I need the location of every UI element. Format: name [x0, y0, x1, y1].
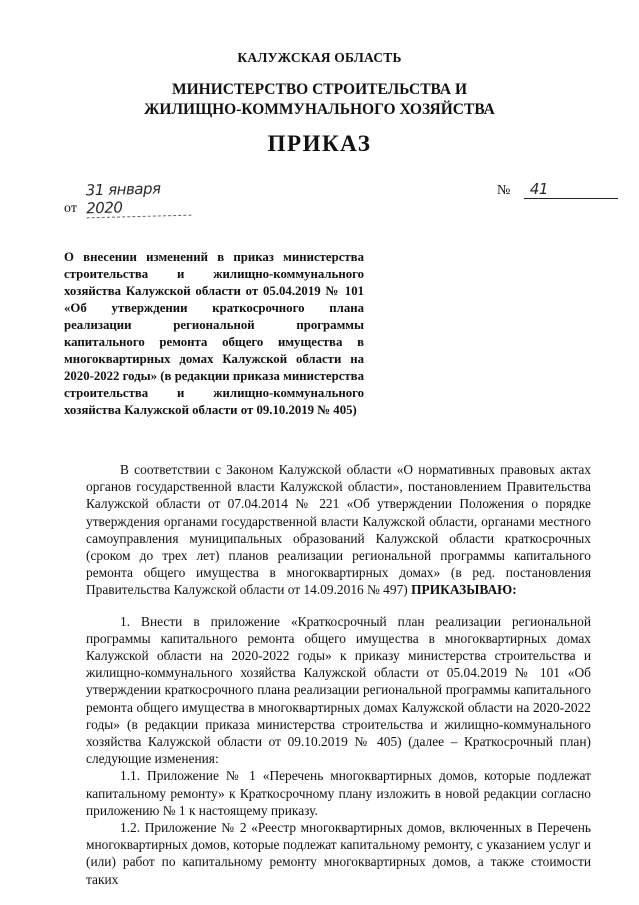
order-body [86, 461, 591, 888]
preamble-paragraph [86, 461, 591, 599]
item-1-2-paragraph: 1.2. Приложение № 2 «Реестр многоквартирных домов, включенных в Перечень многоквартирных домов, которые подлежат капитальному ремонту, с указанием услуг и (или) работ по капитальному ремонту многоквартирных домов, а также стоимости таких [86, 820, 591, 887]
item-1-1-paragraph: 1.1. Приложение № 1 «Перечень многоквартирных домов, которые подлежат капитальному ремонту» к Краткосрочному плану изложить в новой редакции согласно приложению № 1 к настоящему приказу. [86, 768, 591, 818]
order-subject: О внесении изменений в приказ министерства строительства и жилищно-коммунального хозяйства Калужской области от 05.04.2019 № 101 «Об утверждении краткосрочного плана реализации региональной программы капитального ремонта общего имущества в многоквартирных домах Калужской области на 2020-2022 годы» (в редакции приказа министерства строительства и жилищно-коммунального хозяйства Калужской области от 09.10.2019 № 405) [64, 250, 364, 417]
document-type-title: ПРИКАЗ [267, 131, 372, 156]
ministry-name [0, 80, 639, 120]
number-prefix: № [497, 183, 511, 198]
preamble-text: В соответствии с Законом Калужской области «О нормативных правовых актах органов государственной власти Калужской области», постановлением Правительства Калужской области от 07.04.2014 № 221 «Об утверждении Положения о порядке утверждения органами государственной власти Калужской области, органами местного самоуправления муниципальных образований Калужской области краткосрочных (сроком до трех лет) планов реализации региональной программы капитального ремонта общего имущества в многоквартирных домах» (в ред. постановления Правительства Калужской области от 14.09.2016 № 497) [86, 462, 591, 598]
item-1-paragraph: 1. Внести в приложение «Краткосрочный план реализации региональной программы капитального ремонта общего имущества в многоквартирных домах Калужской области на 2020-2022 годы» к приказу министерства строительства и жилищно-коммунального хозяйства Калужской области от 05.04.2019 № 101 «Об утверждении краткосрочного плана реализации региональной программы капитального ремонта общего имущества в многоквартирных домах Калужской области на 2020-2022 годы» (в редакции приказа министерства строительства и жилищно-коммунального хозяйства Калужской области от 09.10.2019 № 405) (далее – Краткосрочный план) следующие изменения: [86, 613, 591, 767]
date-prefix: от [64, 201, 77, 216]
order-date [64, 180, 191, 217]
handwritten-date: 31 января 2020 [86, 179, 192, 219]
handwritten-number: 41 [524, 180, 618, 199]
region-title: КАЛУЖСКАЯ ОБЛАСТЬ [237, 50, 402, 65]
ministry-name-line-1: МИНИСТЕРСТВО СТРОИТЕЛЬСТВА И [171, 81, 468, 98]
ministry-name-line-2: ЖИЛИЩНО-КОММУНАЛЬНОГО ХОЗЯЙСТВА [144, 101, 495, 118]
order-number [497, 180, 618, 199]
order-word: ПРИКАЗЫВАЮ: [411, 582, 517, 598]
